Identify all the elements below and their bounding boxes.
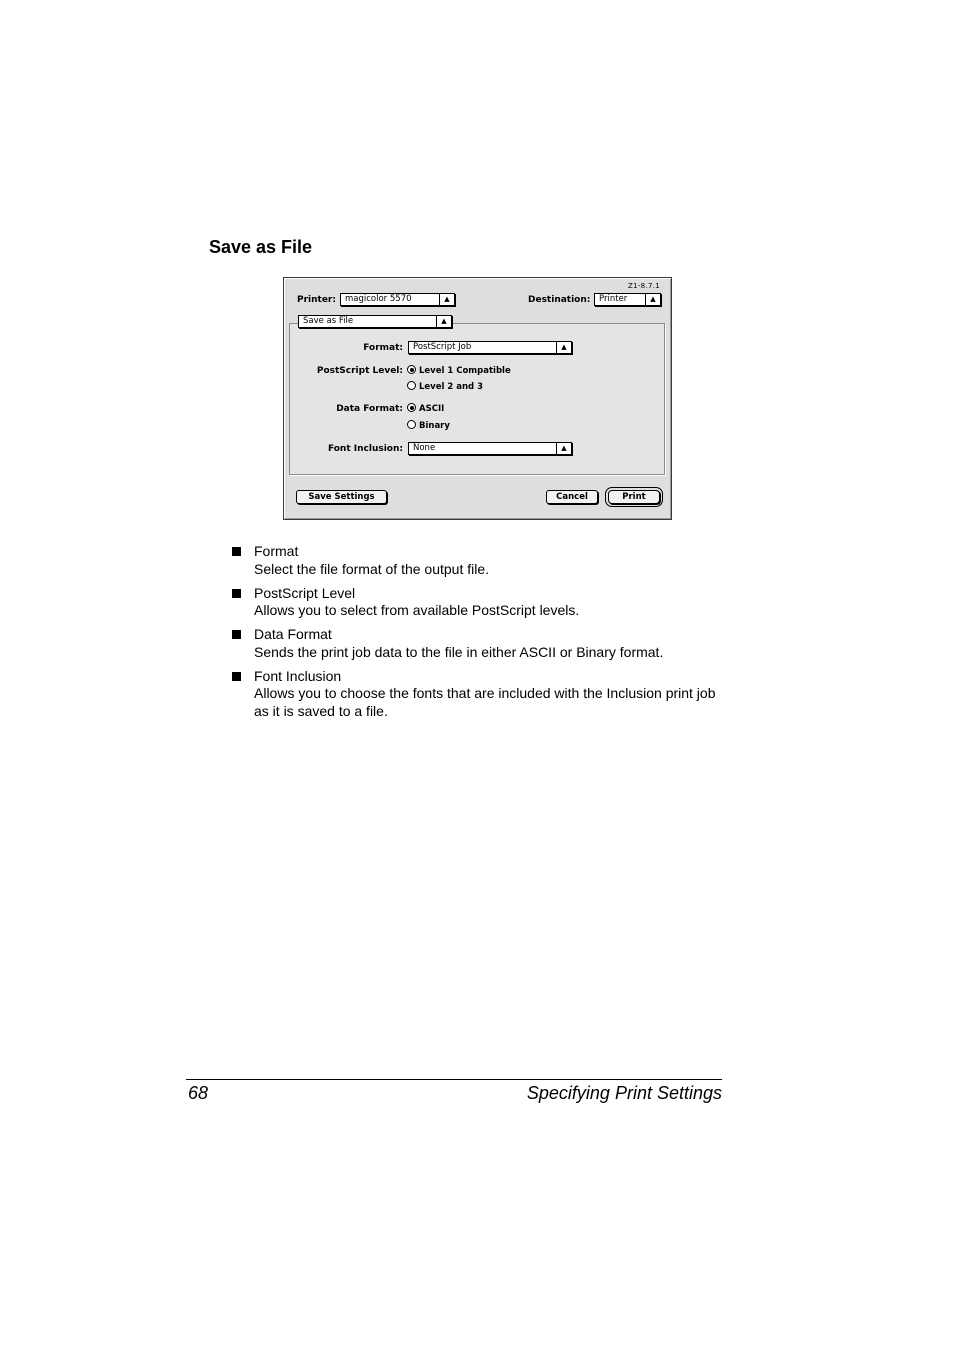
- print-button[interactable]: Print: [608, 490, 660, 504]
- version-label: Z1-8.7.1: [628, 282, 660, 290]
- bullet-title: Data Format: [254, 626, 332, 642]
- printer-value: magicolor 5570: [345, 294, 412, 304]
- popup-arrows-icon: ▲︎: [436, 316, 451, 327]
- format-label: Format:: [363, 343, 403, 353]
- format-value: PostScript Job: [413, 342, 472, 352]
- popup-arrows-icon: ▲︎: [645, 294, 660, 305]
- section-title: Save as File: [209, 237, 313, 257]
- running-title: Specifying Print Settings: [526, 1083, 722, 1103]
- bullet-description: Allows you to choose the fonts that are included with the Inclusion print job as it is saved to a file.: [254, 685, 716, 719]
- panel-popup[interactable]: [298, 315, 452, 328]
- bullet-title: Font Inclusion: [254, 667, 342, 684]
- postscript-level-label: PostScript Level:: [316, 366, 403, 376]
- font-inclusion-value: None: [413, 443, 436, 453]
- radio-label: ASCII: [419, 404, 445, 414]
- radio-unselected-icon: [407, 420, 416, 429]
- panel-value: Save as File: [303, 316, 354, 326]
- bullet-square-icon: [232, 672, 241, 681]
- radio-binary[interactable]: [407, 420, 450, 431]
- bullet-square-icon: [232, 547, 241, 556]
- printer-popup[interactable]: [340, 293, 455, 306]
- font-inclusion-label: Font Inclusion:: [327, 444, 403, 454]
- page-number: 68: [188, 1083, 209, 1103]
- radio-label: Level 1 Compatible: [419, 366, 511, 376]
- font-inclusion-popup[interactable]: [408, 442, 572, 455]
- bullet-description: Select the file format of the output file.: [254, 560, 490, 577]
- destination-value: Printer: [599, 294, 628, 304]
- bullet-square-icon: [232, 630, 241, 639]
- printer-label: Printer:: [297, 295, 336, 305]
- bullet-description: Allows you to select from available PostScript levels.: [254, 602, 580, 618]
- data-format-label: Data Format:: [336, 404, 403, 414]
- cancel-button[interactable]: Cancel: [546, 490, 598, 504]
- bullet-square-icon: [232, 589, 241, 598]
- popup-arrows-icon: ▲︎: [439, 294, 454, 305]
- option-descriptions: [232, 543, 722, 727]
- format-popup[interactable]: [408, 341, 572, 354]
- radio-ascii[interactable]: [407, 403, 444, 414]
- bullet-title: PostScript Level: [254, 584, 356, 601]
- list-item: [232, 543, 722, 578]
- radio-selected-icon: [407, 365, 416, 374]
- save-settings-button[interactable]: Save Settings: [296, 490, 387, 504]
- list-item: [232, 626, 722, 661]
- destination-label: Destination:: [528, 295, 591, 305]
- bullet-description: Sends the print job data to the file in either ASCII or Binary format.: [254, 643, 664, 660]
- list-item: [232, 668, 722, 721]
- radio-unselected-icon: [407, 381, 416, 390]
- radio-label: Level 2 and 3: [419, 382, 483, 392]
- bullet-title: Format: [254, 543, 299, 559]
- destination-popup[interactable]: [594, 293, 661, 306]
- list-item: [232, 585, 722, 620]
- radio-label: Binary: [419, 421, 450, 431]
- radio-level-2-and-3[interactable]: [407, 381, 483, 392]
- radio-level-1-compatible[interactable]: [407, 365, 511, 376]
- save-as-file-dialog: [283, 277, 672, 520]
- radio-selected-icon: [407, 403, 416, 412]
- footer-divider: [186, 1079, 722, 1080]
- popup-arrows-icon: ▲︎: [556, 342, 571, 353]
- popup-arrows-icon: ▲︎: [556, 443, 571, 454]
